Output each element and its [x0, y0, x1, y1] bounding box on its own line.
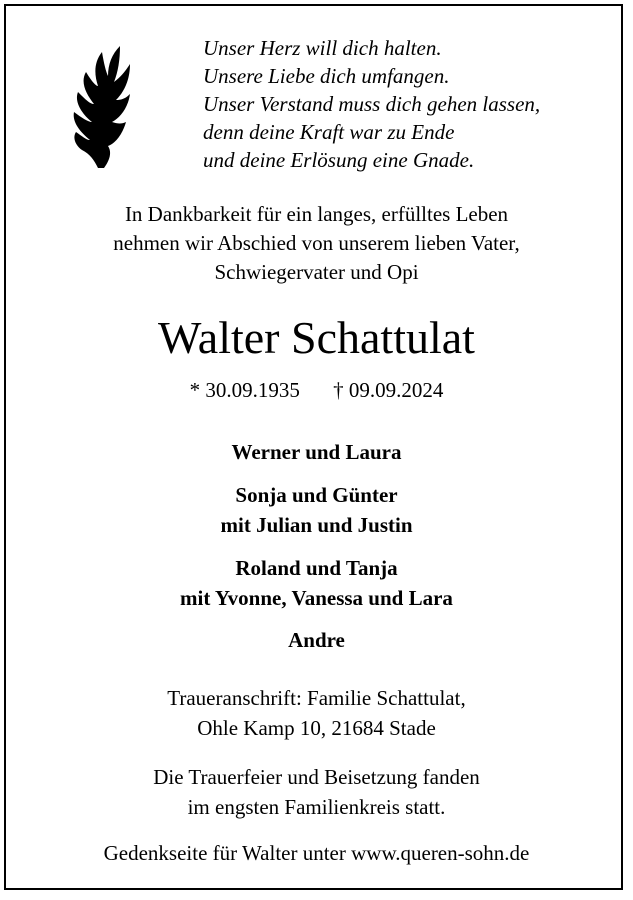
memorial-page-line: Gedenkseite für Walter unter www.queren-sohn.de [103, 841, 530, 865]
survivor-line: Andre [288, 628, 345, 652]
life-dates [0, 375, 633, 405]
poem-line: Unser Verstand muss dich gehen lassen, [203, 92, 541, 116]
ceremony-line: im engsten Familienkreis statt. [187, 795, 446, 819]
birth-date: * 30.09.1935 [189, 378, 300, 402]
intro-text [0, 200, 633, 287]
poem-line: Unser Herz will dich halten. [203, 36, 442, 60]
ceremony-line: Die Trauerfeier und Beisetzung fanden [153, 765, 480, 789]
poem-line: Unsere Liebe dich umfangen. [203, 64, 450, 88]
survivor-group [0, 437, 633, 467]
survivor-line: Sonja und Günter [235, 483, 398, 507]
survivor-line: Werner und Laura [231, 440, 402, 464]
address-line: Traueranschrift: Familie Schattulat, [167, 686, 466, 710]
ceremony-note [0, 762, 633, 822]
survivor-group [0, 553, 633, 613]
antler-icon [68, 42, 132, 170]
intro-line: Schwiegervater und Opi [214, 260, 419, 284]
poem [203, 34, 540, 174]
poem-line: denn deine Kraft war zu Ende [203, 120, 455, 144]
deceased-name: Walter Schattulat [158, 312, 475, 363]
survivor-line: mit Yvonne, Vanessa und Lara [180, 586, 453, 610]
poem-line: und deine Erlösung eine Gnade. [203, 148, 475, 172]
survivor-line: mit Julian und Justin [220, 513, 413, 537]
address-line: Ohle Kamp 10, 21684 Stade [197, 716, 436, 740]
intro-line: nehmen wir Abschied von unserem lieben Vater, [113, 231, 520, 255]
survivor-line: Roland und Tanja [235, 556, 398, 580]
survivor-group [0, 480, 633, 540]
survivor-group [0, 625, 633, 655]
death-date: † 09.09.2024 [333, 378, 444, 402]
intro-line: In Dankbarkeit für ein langes, erfülltes Leben [124, 202, 509, 226]
mourning-address [0, 683, 633, 743]
